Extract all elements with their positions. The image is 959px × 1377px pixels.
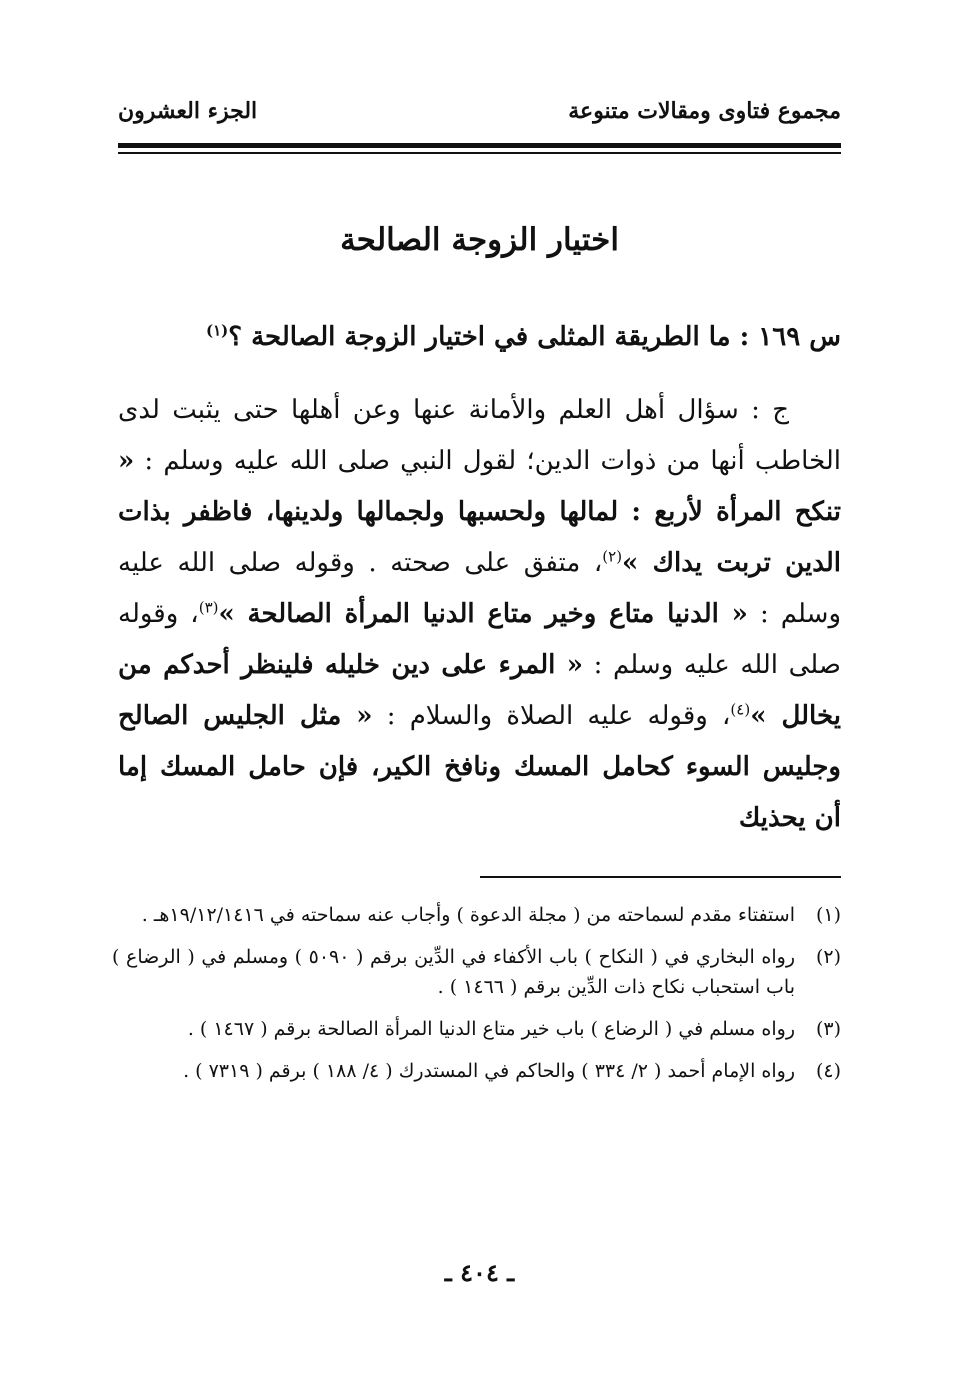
volume-label: الجزء العشرون — [118, 98, 258, 124]
footnote-number: (٢) — [815, 946, 841, 968]
answer-part-1: ج : سؤال أهل العلم والأمانة عنها وعن أهلها حتى يثبت لدى الخاطب أنها من ذوات الدين؛ لقول النبي صلى الله عليه وسلم : — [118, 395, 841, 476]
footnotes — [112, 900, 841, 1098]
footnote-number: (١) — [815, 904, 841, 926]
answer-part-4: ، وقوله عليه الصلاة والسلام : — [386, 701, 731, 731]
footnote-number: (٣) — [815, 1018, 841, 1040]
footnote-ref-1[interactable]: (١) — [205, 321, 229, 340]
book-title: مجموع فتاوى ومقالات متنوعة — [568, 98, 841, 124]
hadith-3: « المرء على دين خليله فلينظر أحدكم من يخالل » — [118, 650, 841, 731]
question — [118, 322, 841, 352]
footnote-ref-3[interactable]: (٣) — [198, 598, 219, 617]
footnote — [112, 1014, 841, 1044]
question-text: س ١٦٩ : ما الطريقة المثلى في اختيار الزوجة الصالحة ؟ — [228, 322, 841, 352]
section-title: اختيار الزوجة الصالحة — [340, 222, 619, 258]
footnote-separator — [480, 876, 841, 878]
footnote-text: رواه البخاري في ( النكاح ) باب الأكفاء في الدِّين برقم ( ٥٠٩٠ ) ومسلم في ( الرضاع ) باب استحباب نكاح ذات الدِّين برقم ( ١٤٦٦ ) . — [112, 946, 795, 998]
footnote-text: رواه الإمام أحمد ( ٢/ ٣٣٤ ) والحاكم في المستدرك ( ٤/ ١٨٨ ) برقم ( ٧٣١٩ ) . — [183, 1060, 795, 1082]
answer-text — [118, 385, 841, 844]
answer-part-2: ، متفق على صحته . وقوله صلى الله عليه وسلم : — [118, 548, 842, 629]
footnote-text: استفتاء مقدم لسماحته من ( مجلة الدعوة ) وأجاب عنه سماحته في ١٩/١٢/١٤١٦هـ . — [141, 904, 795, 926]
hadith-2: « الدنيا متاع وخير متاع الدنيا المرأة الصالحة » — [218, 599, 748, 629]
footnote-number: (٤) — [815, 1060, 841, 1082]
footnote-ref-4[interactable]: (٤) — [730, 700, 751, 719]
header-rule-thin — [118, 152, 841, 154]
page-number: ـ ٤٠٤ ـ — [444, 1258, 515, 1287]
footnote — [112, 900, 841, 930]
footnote-ref-2[interactable]: (٢) — [602, 547, 623, 566]
header-rule-thick — [118, 143, 841, 148]
footnote-text: رواه مسلم في ( الرضاع ) باب خير متاع الدنيا المرأة الصالحة برقم ( ١٤٦٧ ) . — [187, 1018, 795, 1040]
footnote — [112, 942, 841, 1002]
running-header — [118, 98, 841, 138]
footnote — [112, 1056, 841, 1086]
hadith-1: « تنكح المرأة لأربع : لمالها ولحسبها ولجمالها ولدينها، فاظفر بذات الدين تربت يداك » — [118, 446, 841, 578]
answer-part-3: ، وقوله صلى الله عليه وسلم : — [118, 599, 841, 680]
hadith-4: « مثل الجليس الصالح وجليس السوء كحامل المسك ونافخ الكير، فإن حامل المسك إما أن يحذيك — [118, 701, 841, 833]
